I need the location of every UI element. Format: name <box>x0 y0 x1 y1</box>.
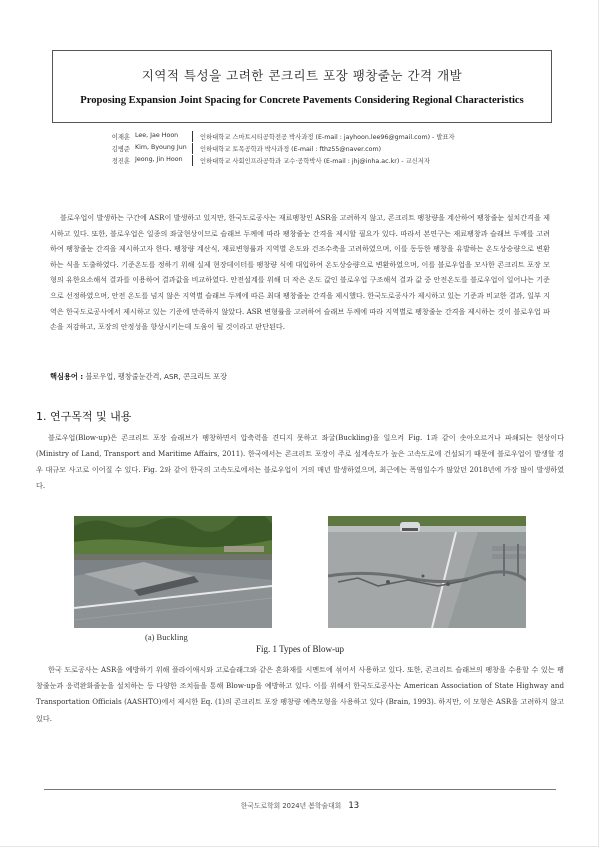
footer-divider <box>44 789 556 790</box>
figure-caption: Fig. 1 Types of Blow-up <box>256 644 344 654</box>
body-paragraph: 한국 도로공사는 ASR을 예방하기 위해 플라이애시와 고로슬래그와 같은 혼화재를 시멘트에 섞어서 사용하고 있다. 또한, 콘크리트 슬래브의 팽창을 수용할 수 있는 팽창줄눈과 응력완화줄눈을 설치하는 등 다양한 조치들을 통해 Blow-up을 예방하고 있다. 이를 위해서 한국도로공사는 American Association of State Highway and Transportation Officials (AASHTO)에서 제시한 Eq. (1)의 콘크리트 포장 팽창량 예측모형을 사용하고 있다 (Brain, 1993). 하지만, 이 모형은 ASR을 고려하지 않고 있다. <box>36 665 564 723</box>
section-heading: 1. 연구목적 및 내용 <box>36 410 132 423</box>
keywords-line <box>50 372 227 382</box>
author-name-korean: 이재훈 <box>111 134 130 141</box>
author-divider <box>192 131 193 142</box>
author-block <box>62 132 552 168</box>
author-affiliation: 인하대학교 스마트시티공학전공 박사과정 (E-mail : jayhoon.lee96@gmail.com) - 발표자 <box>200 134 455 141</box>
abstract-paragraph: 블로우업이 발생하는 구간에 ASR이 발생하고 있지만, 한국도로공사는 재료팽창인 ASR을 고려하지 않고, 콘크리트 팽창량을 계산하여 팽창줄눈 설치간격을 제시하고 있다. 또한, 블로우업은 일종의 좌굴현상이므로 슬래브 두께에 따라 팽창줄눈 간격을 제시할 필요가 있다. 따라서 본연구는 재료팽창과 슬래브 두께를 고려하여 팽창줄눈 간격을 제시하고자 한다. 팽창량 계산식, 재료변형률과 지역별 온도와 건조수축을 고려하였으며, 이를 동등한 팽창을 유발하는 온도상승량으로 변환하는 식을 도출하였다. 기준온도를 정하기 위해 실제 현장데이터를 팽창량 식에 대입하여 온도상승량으로 변환하였으며, 이를 블로우업을 모사한 콘크리트 포장 모형의 유한요소해석 결과를 이용하여 결과값을 비교하였다. 안전설계를 위해 더 작은 온도 값인 블로우업 구조해석 결과 값 중 안전온도를 블로우업이 일어나는 기준으로 선정하였으며, 안전 온도를 넘지 않은 지역별 슬래브 두께에 따른 최대 팽창줄눈 간격을 제시했다. 한국도로공사가 제시하고 있는 기준과 비교한 결과, 일부 지역은 한국도로공사에서 제시하고 있는 기준에 만족하지 않았다. ASR 변형률을 고려하여 슬래브 두께에 따라 지역별로 팽창줄눈 간격을 제시하는 것이 블로우업 파손을 저감하고, 포장의 안정성을 향상시키는데 도움이 될 것이라고 판단된다. <box>50 213 550 332</box>
page-number: 13 <box>348 801 360 811</box>
page-footer <box>0 800 600 811</box>
shattering-photo <box>328 516 526 628</box>
shattering-photo-illustration <box>328 516 526 628</box>
author-name-english: Jeong, Jin Hoon <box>135 156 183 163</box>
buckling-photo-illustration <box>74 516 272 628</box>
author-name-korean: 정진훈 <box>111 158 130 165</box>
author-affiliation: 인하대학교 토목공학과 박사과정 (E-mail : fthz55@naver.com) <box>200 146 382 153</box>
keywords-value: 블로우업, 팽창줄눈간격, ASR, 콘크리트 포장 <box>85 372 228 381</box>
author-name-english: Lee, Jae Hoon <box>135 132 179 139</box>
author-divider <box>192 143 193 154</box>
author-row <box>62 144 552 156</box>
author-name-korean: 김병준 <box>111 146 130 153</box>
title-box <box>52 50 552 123</box>
footer-conference: 한국도로학회 2024년 봄학술대회 <box>240 802 342 810</box>
title-korean: 지역적 특성을 고려한 콘크리트 포장 팽창줄눈 간격 개발 <box>141 68 463 83</box>
buckling-photo <box>74 516 272 628</box>
title-english: Proposing Expansion Joint Spacing for Concrete Pavements Considering Regional Characteristics <box>80 95 524 106</box>
author-divider <box>192 155 193 166</box>
author-row <box>62 132 552 144</box>
section-paragraph: 블로우업(Blow-up)은 콘크리트 포장 슬래브가 팽창하면서 압축력을 견디지 못하고 좌굴(Buckling)을 일으켜 Fig. 1과 같이 솟아오르거나 파쇄되는 현상이다(Ministry of Land, Transport and Maritime Affairs, 2011). 한국에서는 콘크리트 포장이 주로 설계속도가 높은 고속도로에 건설되기 때문에 블로우업이 발생할 경우 대규모 사고로 이어질 수 있다. Fig. 2와 같이 한국의 고속도로에서는 블로우업이 거의 매년 발생하였으며, 최근에는 폭염일수가 많았던 2018년에 가장 많이 발생하였다. <box>36 433 565 490</box>
figure-subcaption-a: (a) Buckling <box>145 632 188 642</box>
author-name-english: Kim, Byoung Jun <box>135 144 187 151</box>
keywords-label: 핵심용어 : <box>50 372 84 381</box>
author-affiliation: 인하대학교 사회인프라공학과 교수·공학박사 (E-mail : jhj@inha.ac.kr) - 교신저자 <box>200 158 430 165</box>
author-row <box>62 156 552 168</box>
